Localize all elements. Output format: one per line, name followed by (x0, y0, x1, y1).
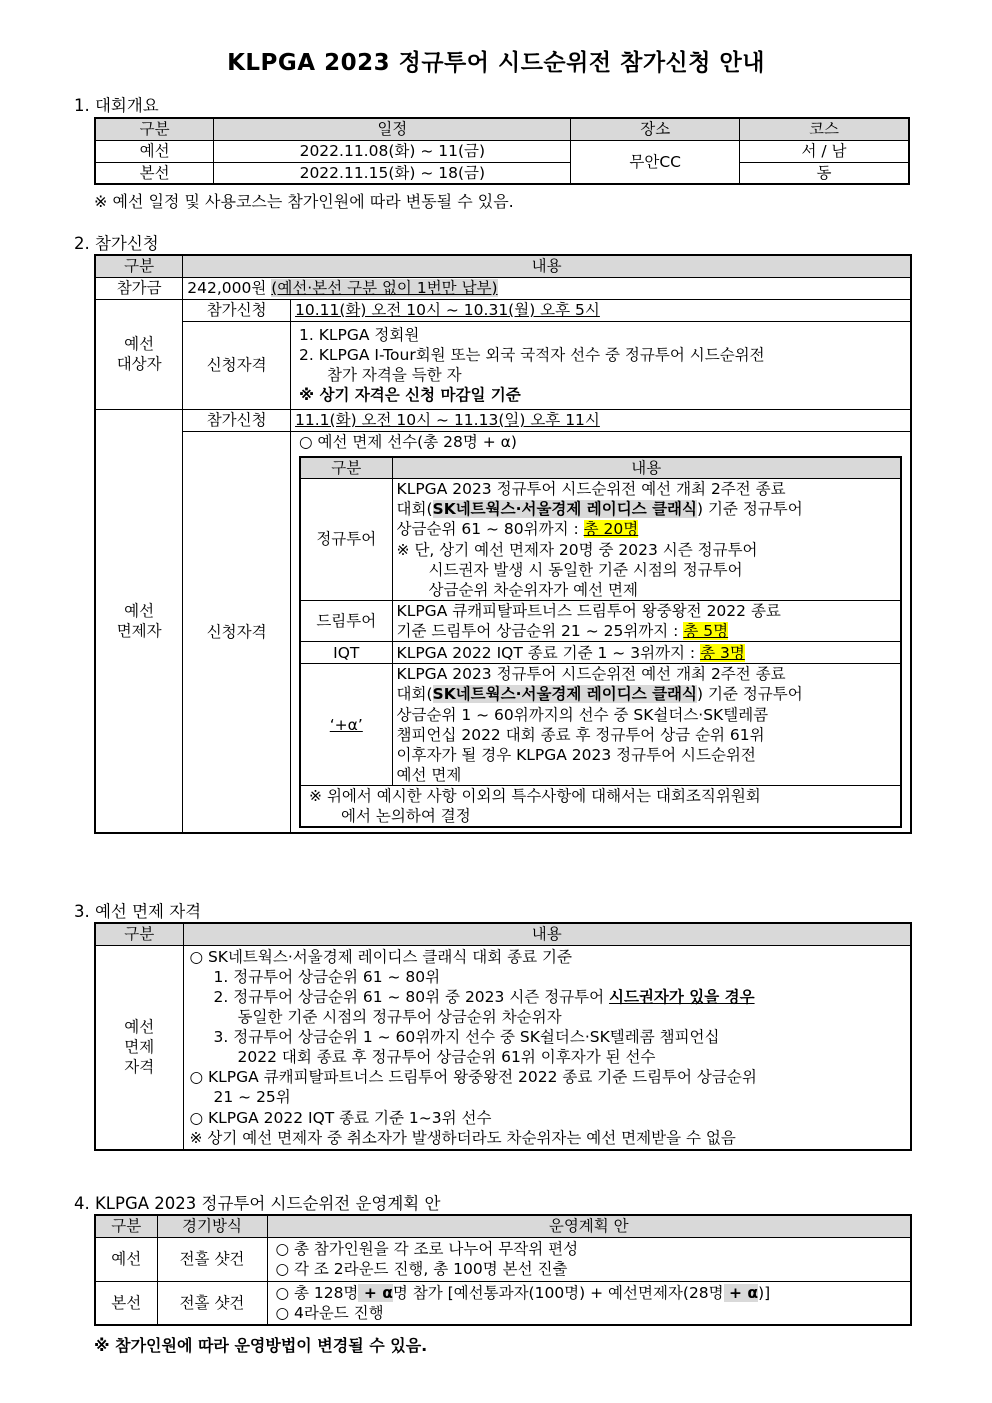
count-badge: 총 5명 (683, 622, 729, 641)
text-line: 상금순위 차순위자가 예선 면제 (428, 580, 638, 599)
fee-label: 참가금 (95, 277, 183, 299)
text-line (397, 499, 896, 519)
apply-period-text: 10.11(화) 오전 10시 ~ 10.31(월) 오후 5시 (295, 300, 600, 319)
plan-cell (267, 1237, 911, 1281)
qual-cell (291, 321, 911, 409)
text-part: 기준 드림투어 상금순위 21 ~ 25위까지 : (396, 622, 684, 641)
exempt-content (392, 600, 901, 641)
stage-label: 본선 (95, 1281, 157, 1325)
col-header: 장소 (571, 118, 740, 140)
text-line: 1. 정규투어 상금순위 61 ~ 80위 (213, 967, 441, 986)
course-cell: 서 / 남 (739, 140, 909, 162)
apply-label: 참가신청 (183, 409, 291, 431)
section-2-heading: 2. 참가신청 (74, 234, 159, 253)
exempt-content (392, 642, 901, 664)
tournament-name: SK네트웍스·서울경제 레이디스 클래식 (432, 500, 697, 519)
text-line (397, 519, 896, 539)
exempt-cell (291, 431, 911, 833)
row-label: 본선 (95, 162, 214, 184)
col-header: 코스 (739, 118, 909, 140)
text-part: )] (758, 1283, 771, 1302)
qual-note: ※ 상기 자격은 신청 마감일 기준 (299, 386, 521, 405)
text-part: ) 기준 정규투어 (696, 500, 803, 519)
text-line: ○ SK네트웍스·서울경제 레이디스 클래식 대회 종료 기준 (189, 947, 572, 966)
plan-cell (267, 1281, 911, 1325)
page-title: KLPGA 2023 정규투어 시드순위전 참가신청 안내 (227, 50, 765, 76)
text-part: 명 참가 [예선통과자(100명) + 예선면제자(28명 (392, 1283, 724, 1302)
col-header: 구분 (300, 457, 392, 479)
text-line: ○ 4라운드 진행 (275, 1303, 384, 1322)
col-header: 구분 (95, 255, 183, 277)
text-line (276, 1283, 907, 1303)
col-header: 내용 (392, 457, 901, 479)
tournament-name: SK네트웍스·서울경제 레이디스 클래식 (432, 685, 697, 704)
fee-amount: 242,000원 (187, 278, 272, 297)
schedule-cell: 2022.11.15(화) ~ 18(금) (214, 162, 571, 184)
text-part: 시드권자가 있을 경우 (609, 987, 755, 1006)
format-cell: 전홀 샷건 (157, 1237, 267, 1281)
col-header: 일정 (214, 118, 571, 140)
fee-condition: (예선·본선 구분 없이 1번만 납부) (271, 278, 498, 297)
text-line: 에서 논의하여 결정 (341, 807, 471, 826)
criteria-content (183, 945, 911, 1150)
text-line: 3. 정규투어 상금순위 1 ~ 60위까지 선수 중 SK쉴더스·SK텔레콤 챔피언십 (213, 1028, 720, 1047)
text-line (397, 684, 896, 704)
group-label-prelim: 예선 대상자 (95, 299, 183, 409)
text-line: 이후자가 될 경우 KLPGA 2023 정규투어 시드순위전 (396, 745, 756, 764)
text-part: ) 기준 정규투어 (696, 685, 803, 704)
text-part: 상금순위 61 ~ 80위까지 : (396, 520, 584, 539)
apply-label: 참가신청 (183, 299, 291, 321)
exempt-type-label: 드림투어 (300, 600, 392, 641)
text-part: 대회( (396, 500, 433, 519)
text-line: 동일한 기준 시점의 정규투어 상금순위 차순위자 (237, 1007, 562, 1026)
count-badge: 총 20명 (583, 520, 639, 539)
qual-line: 참가 자격을 득한 자 (327, 366, 462, 384)
count-badge: 총 3명 (700, 643, 745, 662)
text-line: 예선 면제 (396, 765, 462, 784)
criteria-label: 예선 면제 자격 (95, 945, 183, 1150)
text-part: + α (723, 1283, 759, 1302)
text-part: KLPGA 2022 IQT 종료 기준 1 ~ 3위까지 : (396, 643, 701, 662)
text-line: ○ 각 조 2라운드 진행, 총 100명 본선 진출 (275, 1260, 568, 1278)
operation-note: ※ 참가인원에 따라 운영방법이 변경될 수 있음. (94, 1336, 428, 1355)
apply-period-text: 11.1(화) 오전 10시 ~ 11.13(일) 오후 11시 (295, 410, 600, 429)
exempt-type-label: ‘+α’ (300, 664, 392, 786)
text-line: KLPGA 2023 정규투어 시드순위전 예선 개최 2주전 종료 (396, 665, 786, 684)
course-cell: 동 (739, 162, 909, 184)
exempt-footnote (300, 786, 901, 828)
text-line: KLPGA 큐캐피탈파트너스 드림투어 왕중왕전 2022 종료 (396, 601, 781, 620)
text-line: ○ 총 참가인원을 각 조로 나누어 무작위 편성 (275, 1239, 579, 1258)
section-4-heading: 4. KLPGA 2023 정규투어 시드순위전 운영계획 안 (74, 1194, 441, 1213)
overview-note: ※ 예선 일정 및 사용코스는 참가인원에 따라 변동될 수 있음. (94, 192, 514, 211)
col-header: 운영계획 안 (267, 1215, 911, 1237)
col-header: 경기방식 (157, 1215, 267, 1237)
col-header: 내용 (183, 923, 911, 945)
text-line: 상금순위 1 ~ 60위까지의 선수 중 SK쉴더스·SK텔레콤 (396, 705, 769, 724)
application-table (94, 254, 912, 834)
qual-label: 신청자격 (183, 431, 291, 833)
text-line: ○ KLPGA 2022 IQT 종료 기준 1~3위 선수 (189, 1108, 492, 1127)
text-part: ○ 총 128명 (275, 1283, 359, 1302)
venue-cell: 무안CC (571, 140, 740, 184)
col-header: 구분 (95, 118, 214, 140)
text-line: KLPGA 2023 정규투어 시드순위전 예선 개최 2주전 종료 (396, 480, 786, 499)
stage-label: 예선 (95, 1237, 157, 1281)
schedule-cell: 2022.11.08(화) ~ 11(금) (214, 140, 571, 162)
text-line (190, 987, 905, 1007)
exempt-content (392, 479, 901, 601)
col-header: 구분 (95, 1215, 157, 1237)
exempt-table (299, 456, 902, 829)
text-line: ※ 상기 예선 면제자 중 취소자가 발생하더라도 차순위자는 예선 면제받을 수 없음 (189, 1128, 736, 1147)
format-cell: 전홀 샷건 (157, 1281, 267, 1325)
exempt-type-label: 정규투어 (300, 479, 392, 601)
operation-plan-table (94, 1214, 912, 1326)
section-1-heading: 1. 대회개요 (74, 96, 159, 115)
apply-period (291, 409, 911, 431)
text-line (397, 621, 896, 641)
col-header: 구분 (95, 923, 183, 945)
text-line: ※ 단, 상기 예선 면제자 20명 중 2023 시즌 정규투어 (396, 540, 758, 559)
text-line: ○ KLPGA 큐캐피탈파트너스 드림투어 왕중왕전 2022 종료 기준 드림투어 상금순위 (189, 1068, 757, 1087)
text-line: 21 ~ 25위 (213, 1088, 291, 1107)
exempt-heading: ○ 예선 면제 선수(총 28명 + α) (299, 432, 517, 451)
row-label: 예선 (95, 140, 214, 162)
overview-table (94, 117, 910, 185)
exempt-type-label: IQT (300, 642, 392, 664)
qual-line: 2. KLPGA I-Tour회원 또는 외국 국적자 선수 중 정규투어 시드순위전 (299, 345, 765, 364)
text-line: ※ 위에서 예시한 사항 이외의 특수사항에 대해서는 대회조직위원회 (309, 787, 761, 806)
text-part: 2. 정규투어 상금순위 61 ~ 80위 중 2023 시즌 정규투어 (213, 987, 610, 1006)
text-part: + α (358, 1283, 393, 1302)
exemption-criteria-table (94, 922, 912, 1151)
col-header: 내용 (183, 255, 911, 277)
group-label-exempt: 예선 면제자 (95, 409, 183, 833)
qual-line: 1. KLPGA 정회원 (299, 325, 420, 344)
text-line: 챔피언십 2022 대회 종료 후 정규투어 상금 순위 61위 (396, 725, 765, 744)
section-3-heading: 3. 예선 면제 자격 (74, 902, 202, 921)
apply-period (291, 299, 911, 321)
text-line: 시드권자 발생 시 동일한 기준 시점의 정규투어 (428, 560, 743, 579)
text-line: 2022 대회 종료 후 정규투어 상금순위 61위 이후자가 된 선수 (237, 1048, 656, 1067)
qual-label: 신청자격 (183, 321, 291, 409)
text-part: 대회( (396, 685, 433, 704)
fee-cell (183, 277, 911, 299)
exempt-content (392, 664, 901, 786)
